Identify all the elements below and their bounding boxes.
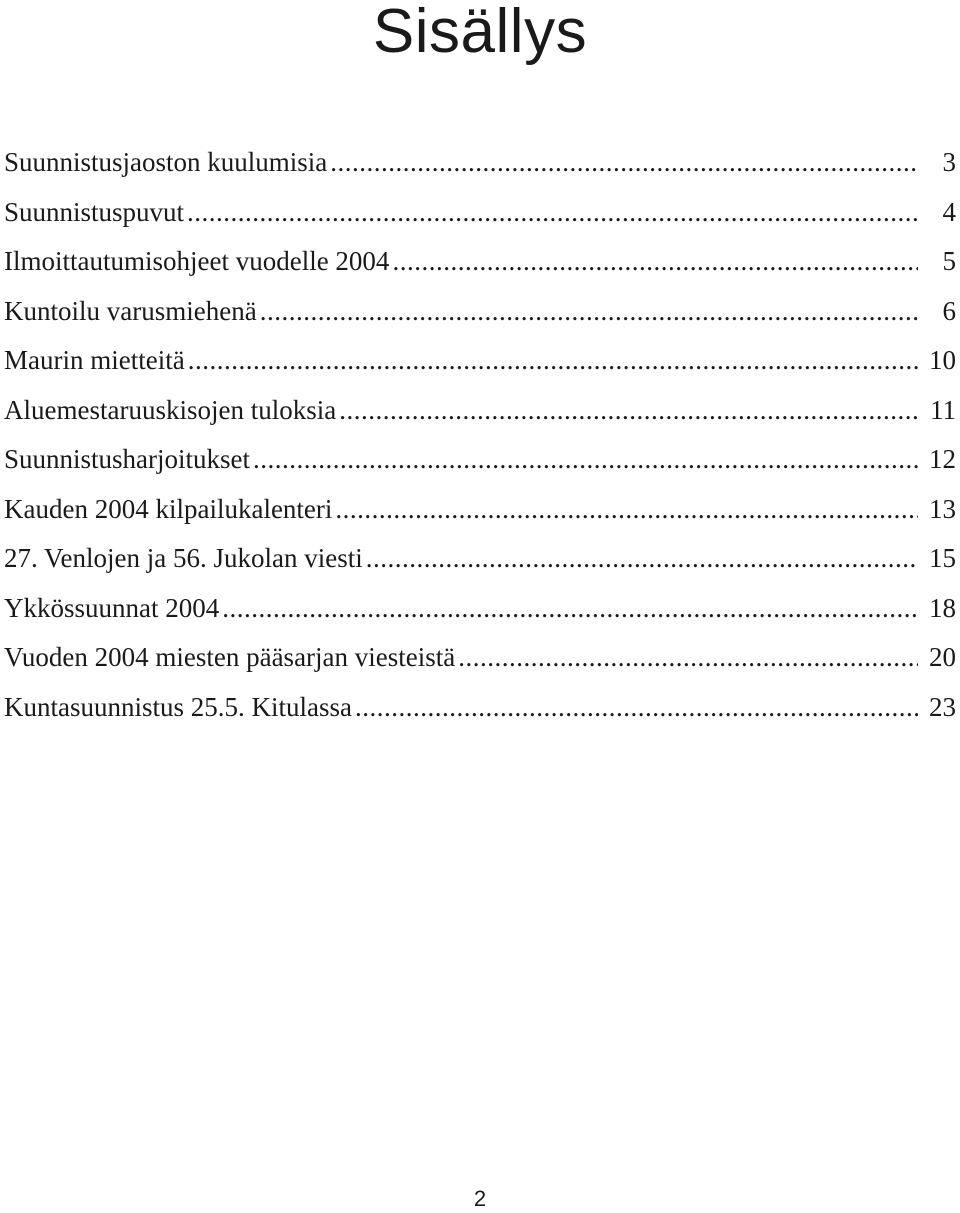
toc-entry (4, 336, 956, 386)
toc-entry-title: Aluemestaruuskisojen tuloksia (4, 394, 337, 425)
toc-dot-leader (222, 584, 918, 634)
toc-entry-page: 12 (929, 444, 956, 474)
toc-entry (4, 683, 956, 733)
toc-dot-leader (253, 435, 918, 485)
table-of-contents (4, 138, 956, 732)
toc-entry-page: 11 (930, 394, 956, 425)
toc-entry (4, 138, 956, 188)
toc-entry-title: Kuntoilu varusmiehenä (4, 295, 257, 326)
toc-dot-leader (330, 138, 918, 188)
toc-entry-title: Kauden 2004 kilpailukalenteri (4, 493, 333, 524)
toc-entry-page: 20 (929, 642, 956, 672)
toc-dot-leader (187, 188, 918, 238)
toc-entry (4, 287, 956, 337)
toc-entry (4, 633, 956, 683)
toc-entry-title: Kuntasuunnistus 25.5. Kitulassa (4, 691, 352, 722)
toc-entry-page: 18 (929, 592, 956, 623)
toc-entry-title: Vuoden 2004 miesten pääsarjan viesteistä (4, 642, 456, 672)
toc-dot-leader (188, 336, 918, 386)
toc-dot-leader (392, 237, 918, 287)
toc-entry-page: 3 (942, 147, 956, 177)
toc-entry-title: Ilmoittautumisohjeet vuodelle 2004 (4, 246, 390, 276)
toc-entry-title: 27. Venlojen ja 56. Jukolan viesti (4, 543, 363, 573)
toc-entry-page: 10 (929, 345, 956, 375)
toc-entry (4, 435, 956, 485)
toc-dot-leader (355, 683, 918, 733)
toc-entry (4, 188, 956, 238)
toc-entry (4, 237, 956, 287)
toc-entry-page: 23 (929, 691, 956, 722)
toc-entry (4, 386, 956, 436)
toc-entry-title: Ykkössuunnat 2004 (4, 592, 220, 623)
toc-entry (4, 584, 956, 634)
toc-dot-leader (335, 485, 918, 535)
toc-dot-leader (260, 287, 918, 337)
page-number: 2 (473, 1186, 487, 1211)
toc-entry-title: Suunnistusharjoitukset (4, 444, 251, 474)
toc-entry-page: 4 (942, 196, 956, 227)
toc-dot-leader (366, 534, 918, 584)
toc-entry-title: Suunnistusjaoston kuulumisia (4, 147, 328, 177)
toc-dot-leader (339, 386, 918, 436)
toc-entry-page: 6 (942, 295, 956, 326)
toc-entry-title: Suunnistuspuvut (4, 196, 185, 227)
page-title: Sisällys (372, 0, 588, 66)
toc-entry-page: 13 (929, 493, 956, 524)
toc-entry-title: Maurin mietteitä (4, 345, 185, 375)
toc-entry-page: 5 (942, 246, 956, 276)
toc-entry-page: 15 (929, 543, 956, 573)
toc-entry (4, 485, 956, 535)
toc-dot-leader (458, 633, 918, 683)
toc-entry (4, 534, 956, 584)
